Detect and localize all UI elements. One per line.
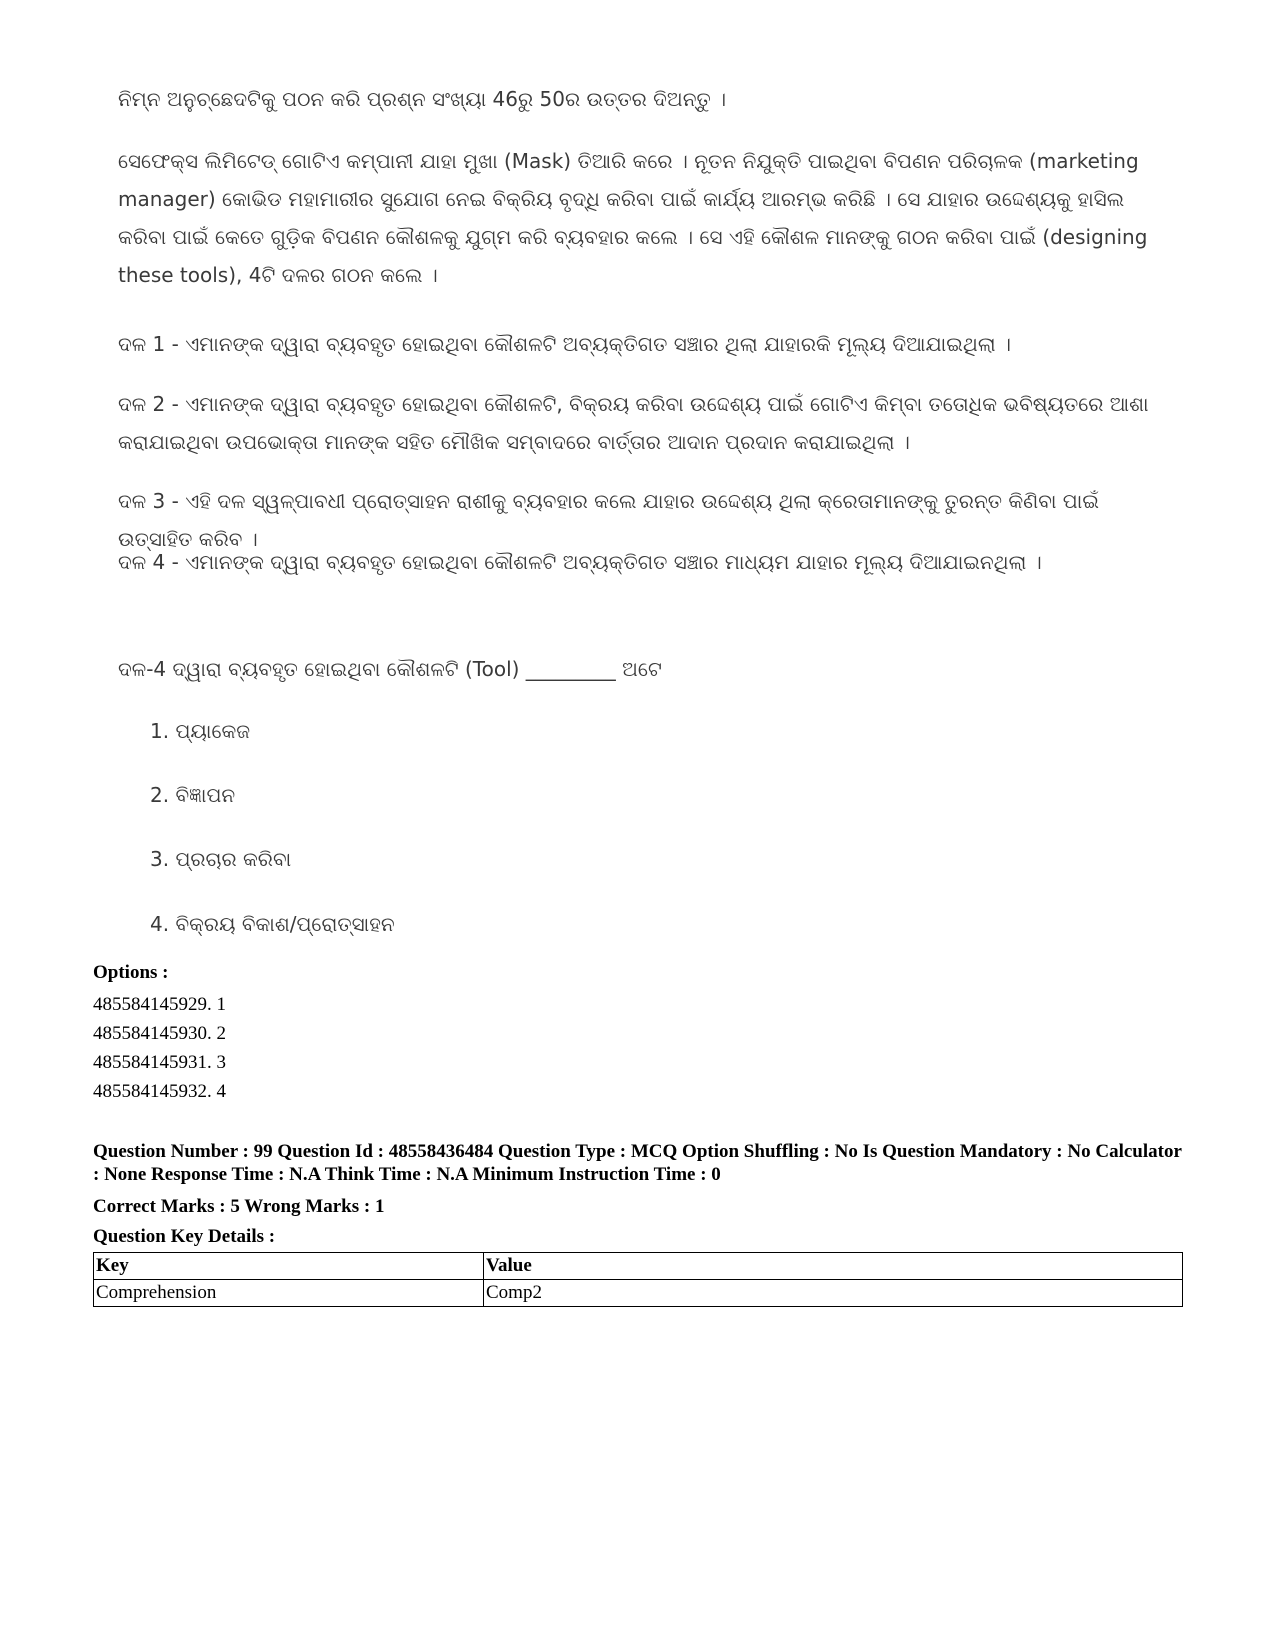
marks-line: Correct Marks : 5 Wrong Marks : 1 xyxy=(93,1196,385,1217)
team-4-text: ଦଳ 4 - ଏମାନଙ୍କ ଦ୍ୱାରା ବ୍ୟବହୃତ ହୋଇଥିବା କୌଶଳଟି ଅବ୍ୟକ୍ତିଗତ ସଞ୍ଚାର ମାଧ୍ୟମ ଯାହାର ମୂଲ୍ୟ ଦିଆଯାଇନଥିଲା । xyxy=(118,550,1042,574)
option-item: 485584145932. 4 xyxy=(93,1081,226,1102)
options-list xyxy=(93,990,226,1106)
option-item: 485584145930. 2 xyxy=(93,1023,226,1044)
header-value: Value xyxy=(484,1253,1183,1280)
instruction-text: ନିମ୍ନ ଅନୁଚ୍ଛେଦଟିକୁ ପଠନ କରି ପ୍ରଶ୍ନ ସଂଖ୍ୟା 46ରୁ 50ର ଉତ୍ତର ଦିଅନ୍ତୁ । xyxy=(118,87,727,111)
choice-2: 2. ବିଜ୍ଞାପନ xyxy=(150,783,236,807)
passage-text: ସେଫେକ୍ସ ଲିମିଟେଡ୍ ଗୋଟିଏ କମ୍ପାନୀ ଯାହା ମୁଖା (Mask) ତିଆରି କରେ । ନୂତନ ନିଯୁକ୍ତି ପାଇଥିବା ବିପଣନ ପରିଚାଳକ (marketing manager) କୋଭିଡ ମହାମାରୀର ସୁଯୋଗ ନେଇ ବିକ୍ରିୟ ବୃଦ୍ଧି କରିବା ପାଇଁ କାର୍ଯ୍ୟ ଆରମ୍ଭ କରିଛି । ସେ ଯାହାର ଉଦ୍ଦେଶ୍ୟକୁ ହାସିଲ କରିବା ପାଇଁ କେତେ ଗୁଡ଼ିକ ବିପଣନ କୌଶଳକୁ ଯୁଗ୍ମ କରି ବ୍ୟବହାର କଲେ । ସେ ଏହି କୌଶଳ ମାନଙ୍କୁ ଗଠନ କରିବା ପାଇଁ (designing these tools), 4ଟି ଦଳର ଗଠନ କଲେ । xyxy=(118,149,1148,287)
cell-value: Comp2 xyxy=(484,1280,1183,1307)
key-details-table xyxy=(93,1252,1183,1307)
option-item: 485584145931. 3 xyxy=(93,1052,226,1073)
header-key: Key xyxy=(94,1253,484,1280)
table-row xyxy=(94,1280,1183,1307)
table-header-row xyxy=(94,1253,1183,1280)
question-meta: Question Number : 99 Question Id : 48558436484 Question Type : MCQ Option Shuffling : No Is Question Mandatory : No Calculator : None Response Time : N.A Think Time : N.A Minimum Instruction Time : 0 xyxy=(93,1141,1182,1185)
team-1-text: ଦଳ 1 - ଏମାନଙ୍କ ଦ୍ୱାରା ବ୍ୟବହୃତ ହୋଇଥିବା କୌଶଳଟି ଅବ୍ୟକ୍ତିଗତ ସଞ୍ଚାର ଥିଲା ଯାହାରକି ମୂଲ୍ୟ ଦିଆଯାଇଥିଲା । xyxy=(118,332,1011,356)
team-3-text: ଦଳ 3 - ଏହି ଦଳ ସ୍ୱଳ୍ପାବଧୀ ପ୍ରୋତ୍ସାହନ ରାଶୀକୁ ବ୍ୟବହାର କଲେ ଯାହାର ଉଦ୍ଦେଶ୍ୟ ଥିଲା କ୍ରେତାମାନଙ୍କୁ ତୁରନ୍ତ କିଣିବା ପାଇଁ ଉତ୍ସାହିତ କରିବ । xyxy=(118,489,1099,551)
team-2-text: ଦଳ 2 - ଏମାନଙ୍କ ଦ୍ୱାରା ବ୍ୟବହୃତ ହୋଇଥିବା କୌଶଳଟି, ବିକ୍ରୟ କରିବା ଉଦ୍ଦେଶ୍ୟ ପାଇଁ ଗୋଟିଏ କିମ୍ବା ତତୋଧିକ ଭବିଷ୍ୟତରେ ଆଶା କରାଯାଇଥିବା ଉପଭୋକ୍ତା ମାନଙ୍କ ସହିତ ମୌଖିକ ସମ୍ବାଦରେ ବାର୍ତ୍ତାର ଆଦାନ ପ୍ରଦାନ କରାଯାଇଥିଲା । xyxy=(118,392,1149,454)
question-stem: ଦଳ-4 ଦ୍ୱାରା ବ୍ୟବହୃତ ହୋଇଥିବା କୌଶଳଟି (Tool) _________ ଅଟେ xyxy=(118,657,662,681)
option-item: 485584145929. 1 xyxy=(93,994,226,1015)
options-heading: Options : xyxy=(93,962,169,983)
choice-1: 1. ପ୍ୟାକେଜ xyxy=(150,719,251,743)
choice-3: 3. ପ୍ରଚାର କରିବା xyxy=(150,847,292,871)
choice-4: 4. ବିକ୍ରୟ ବିକାଶ/ପ୍ରୋତ୍ସାହନ xyxy=(150,912,395,936)
key-details-heading: Question Key Details : xyxy=(93,1226,276,1247)
cell-key: Comprehension xyxy=(94,1280,484,1307)
question-image xyxy=(110,70,1170,950)
